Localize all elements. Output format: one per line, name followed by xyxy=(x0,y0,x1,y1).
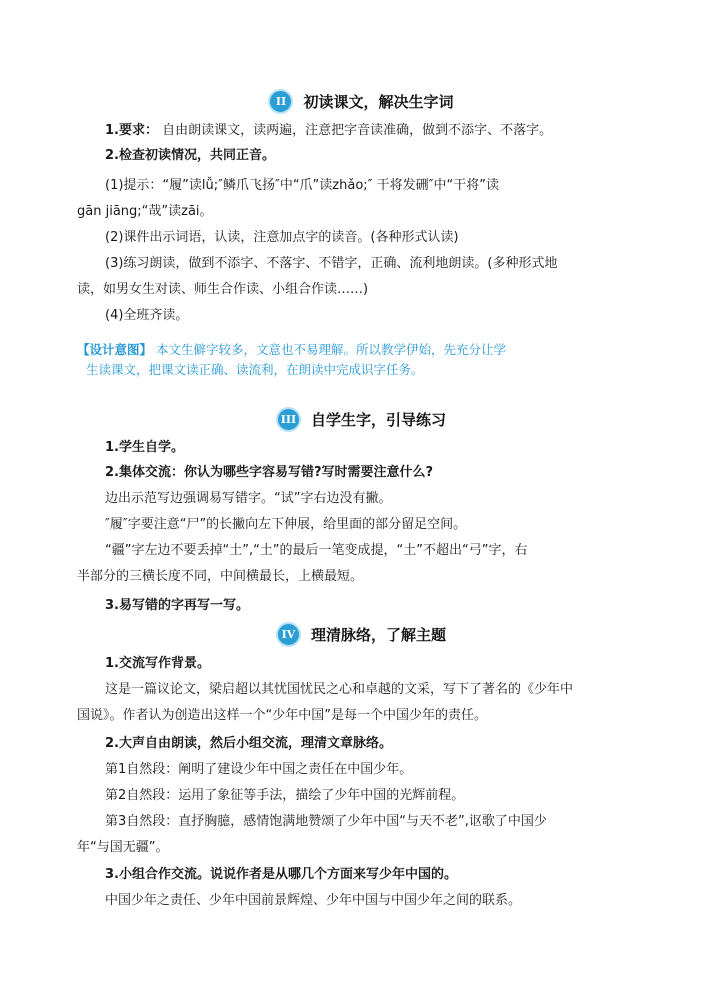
tip-3-line-1: (3)练习朗读，做到不添字、不落字、不错字，正确、流利地朗读。(多种形式地 xyxy=(105,256,558,271)
requirement-line xyxy=(105,121,635,141)
tip-3-line-2: 读，如男女生对读、师生合作读、小组合作读……) xyxy=(77,282,369,297)
section-heading-4 xyxy=(0,621,722,647)
paragraph: 边出示范写边强调易写错字。“试”字右边没有撇。 xyxy=(105,491,392,506)
tip-1-line-2: gān jiāng;“哉”读zāi。 xyxy=(77,204,213,219)
section-title: 理清脉络，了解主题 xyxy=(310,625,446,644)
requirement-text: 自由朗读课文，读两遍，注意把字音读准确，做到不添字、不落字。 xyxy=(162,123,553,138)
section-title: 初读课文，解决生字词 xyxy=(303,92,454,111)
check-heading: 2.检查初读情况，共同正音。 xyxy=(105,148,275,163)
step-3: 3.小组合作交流。说说作者是从哪几个方面来写少年中国的。 xyxy=(105,867,457,882)
step-1: 1.学生自学。 xyxy=(105,440,184,455)
answer-text: 中国少年之责任、少年中国前景辉煌、少年中国与中国少年之间的联系。 xyxy=(105,893,522,908)
section-title: 自学生字，引导练习 xyxy=(310,410,446,429)
paragraph-line-1: “疆”字左边不要丢掉“土”,“土”的最后一笔变成提，“土”不超出“弓”字，右 xyxy=(105,543,528,558)
paragraph-line-1: 这是一篇议论文，梁启超以其忧国忧民之心和卓越的文采，写下了著名的《少年中 xyxy=(105,682,574,697)
step-3: 3.易写错的字再写一写。 xyxy=(105,598,249,613)
paragraph: ″履″字要注意“尸”的长撇向左下伸展，给里面的部分留足空间。 xyxy=(105,517,467,532)
design-intent-tag: 【设计意图】 xyxy=(77,342,153,357)
roman-numeral-badge: III xyxy=(276,407,301,432)
paragraph-summary-3-line-1: 第3自然段：直抒胸臆，感情饱满地赞颂了少年中国“与天不老”,讴歌了中国少 xyxy=(105,814,547,829)
design-intent-line-1 xyxy=(77,340,637,360)
tip-4: (4)全班齐读。 xyxy=(105,308,189,323)
paragraph-line-2: 半部分的三横长度不同，中间横最长，上横最短。 xyxy=(77,569,364,584)
design-intent-text: 本文生僻字较多，文意也不易理解。所以教学伊始，先充分让学 xyxy=(156,342,507,357)
step-2: 2.集体交流：你认为哪些字容易写错?写时需要注意什么? xyxy=(105,465,434,480)
requirement-label: 1.要求： xyxy=(105,123,158,138)
step-2: 2.大声自由朗读，然后小组交流，理清文章脉络。 xyxy=(105,736,392,751)
paragraph-summary-1: 第1自然段：阐明了建设少年中国之责任在中国少年。 xyxy=(105,762,413,777)
paragraph-summary-3-line-2: 年“与国无疆”。 xyxy=(77,840,169,855)
tip-1-line-1: (1)提示：“履”读lǚ;″鳞爪飞扬″中“爪”读zhǎo;″ 干将发硎″中“干将”读 xyxy=(105,178,499,193)
tip-2: (2)课件出示词语，认读，注意加点字的读音。(各种形式认读) xyxy=(105,230,459,245)
section-heading-3 xyxy=(0,406,722,432)
roman-numeral-badge: IV xyxy=(276,622,301,647)
section-heading-2 xyxy=(0,88,722,114)
paragraph-summary-2: 第2自然段：运用了象征等手法，描绘了少年中国的光辉前程。 xyxy=(105,788,465,803)
roman-numeral-badge: II xyxy=(268,89,293,114)
paragraph-line-2: 国说》。作者认为创造出这样一个“少年中国”是每一个中国少年的责任。 xyxy=(77,708,487,723)
step-1: 1.交流写作背景。 xyxy=(105,656,210,671)
design-intent-line-2: 生读课文，把课文读正确、读流利，在朗读中完成识字任务。 xyxy=(86,362,424,377)
